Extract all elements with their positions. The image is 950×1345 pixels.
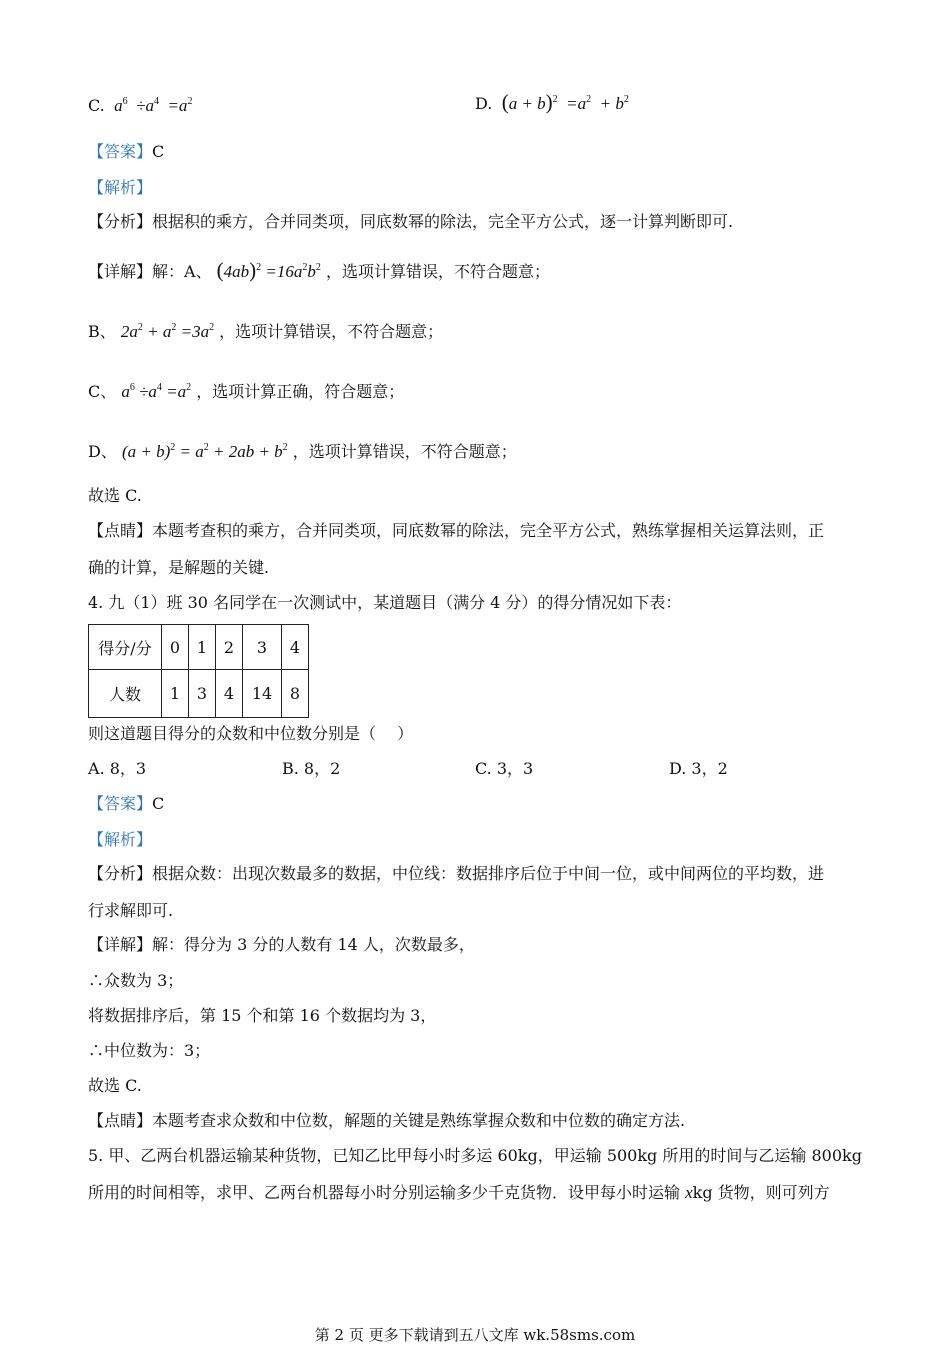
comment-tag: 【点睛】 [88,521,153,540]
q5-line2 [88,1183,830,1203]
q3-detail-a [88,258,550,282]
answer-tag: 【答案】 [88,794,153,813]
option-d-formula: $(a + b)^2 =a^2 + b^2$ [501,90,629,114]
formula-a: $(4ab)^2 =16a^2b^2$ [216,258,321,282]
answer-tag: 【答案】 [88,142,153,161]
q3-comment [88,521,824,541]
q3-detail-c [88,378,404,402]
formula-c: $a^6 \div a^4 =a^2$ [121,382,192,401]
count-row [89,670,309,718]
q4-answer [88,794,164,814]
detail-b-result: ，选项计算错误，不符合题意； [219,322,444,341]
q4-detail-line3: 将数据排序后，第 15 个和第 16 个数据均为 3， [88,1006,437,1025]
q3-explain-tag: 【解析】 [88,178,153,197]
detail-d-label: D、 [88,442,117,461]
q4-question: 则这道题目得分的众数和中位数分别是（ ） [88,724,414,743]
count-cell: 8 [282,670,309,718]
detail-tag: 【详解】 [88,262,153,281]
q4-comment [88,1111,685,1131]
score-header: 得分/分 [89,625,162,670]
q5-line1: 5. 甲、乙两台机器运输某种货物，已知乙比甲每小时多运 60kg，甲运输 500kg 所用的时间与乙运输 800kg [88,1146,862,1165]
analysis-text: 根据积的乘方，合并同类项，同底数幂的除法，完全平方公式，逐一计算判断即可. [152,212,734,231]
q5-variable: x [685,1183,693,1202]
page-footer: 第 2 页 更多下载请到五八文库 wk.58sms.com [314,1326,636,1344]
q4-analysis [88,864,824,884]
score-cell: 3 [243,625,282,670]
analysis-tag: 【分析】 [88,864,153,883]
answer-value: C [152,794,165,813]
detail-d-result: ，选项计算错误，不符合题意； [292,442,517,461]
comment-text: 本题考查求众数和中位数，解题的关键是熟练掌握众数和中位数的确定方法. [152,1111,686,1130]
analysis-line1: 根据众数：出现次数最多的数据，中位线：数据排序后位于中间一位，或中间两位的平均数，进 [152,864,825,883]
q3-detail-b [88,318,443,342]
option-c-row [88,92,192,116]
q4-stem: 4. 九（1）班 30 名同学在一次测试中，某道题目（满分 4 分）的得分情况如下表： [88,593,682,612]
q4-option-b: B. 8，2 [282,759,341,778]
option-d-label: D. [475,94,493,113]
formula-b: $2a^2 + a^2 =3a^2$ [120,322,215,341]
option-c-label: C. [88,96,105,115]
q4-conclusion: 故选 C. [88,1076,142,1095]
q3-conclusion: 故选 C. [88,486,142,505]
detail-a-result: ，选项计算错误，不符合题意； [326,262,551,281]
score-cell: 0 [162,625,189,670]
q4-option-d: D. 3，2 [669,759,728,778]
count-cell: 14 [243,670,282,718]
score-cell: 1 [189,625,216,670]
comment-tag: 【点睛】 [88,1111,153,1130]
detail-line1: 解：得分为 3 分的人数有 14 人，次数最多， [152,935,475,954]
detail-tag: 【详解】 [88,935,153,954]
analysis-tag: 【分析】 [88,212,153,231]
score-cell: 4 [282,625,309,670]
detail-c-result: ，选项计算正确，符合题意； [196,382,405,401]
option-c-formula: $a^6 \div a^4 =a^2$ [109,96,193,115]
detail-prefix: 解：A、 [152,262,212,281]
count-header: 人数 [89,670,162,718]
q4-option-c: C. 3，3 [475,759,534,778]
q5-line2-b: kg 货物，则可列方 [692,1183,830,1202]
score-cell: 2 [216,625,243,670]
q4-explain-tag: 【解析】 [88,830,153,849]
answer-value: C [152,142,165,161]
q4-option-a: A. 8，3 [88,759,147,778]
q4-detail-line2: ∴众数为 3； [88,971,184,990]
q3-detail-d [88,438,517,462]
q4-analysis-line2: 行求解即可. [88,901,174,920]
q3-analysis [88,212,733,232]
q5-line2-a: 所用的时间相等，求甲、乙两台机器每小时分别运输多少千克货物．设甲每小时运输 [88,1183,686,1202]
comment-line1: 本题考查积的乘方，合并同类项，同底数幂的除法，完全平方公式，熟练掌握相关运算法则，正 [152,521,825,540]
q4-detail [88,935,475,955]
count-cell: 3 [189,670,216,718]
count-cell: 4 [216,670,243,718]
count-cell: 1 [162,670,189,718]
q4-detail-line4: ∴中位数为：3； [88,1041,211,1060]
option-d-row [475,90,629,114]
detail-b-label: B、 [88,322,116,341]
score-row [89,625,309,670]
detail-c-label: C、 [88,382,117,401]
q3-comment-line2: 确的计算，是解题的关键. [88,558,270,577]
score-table [88,624,309,718]
formula-d: $(a + b)^2 = a^2 + 2ab + b^2$ [121,442,288,461]
q3-answer [88,142,164,162]
